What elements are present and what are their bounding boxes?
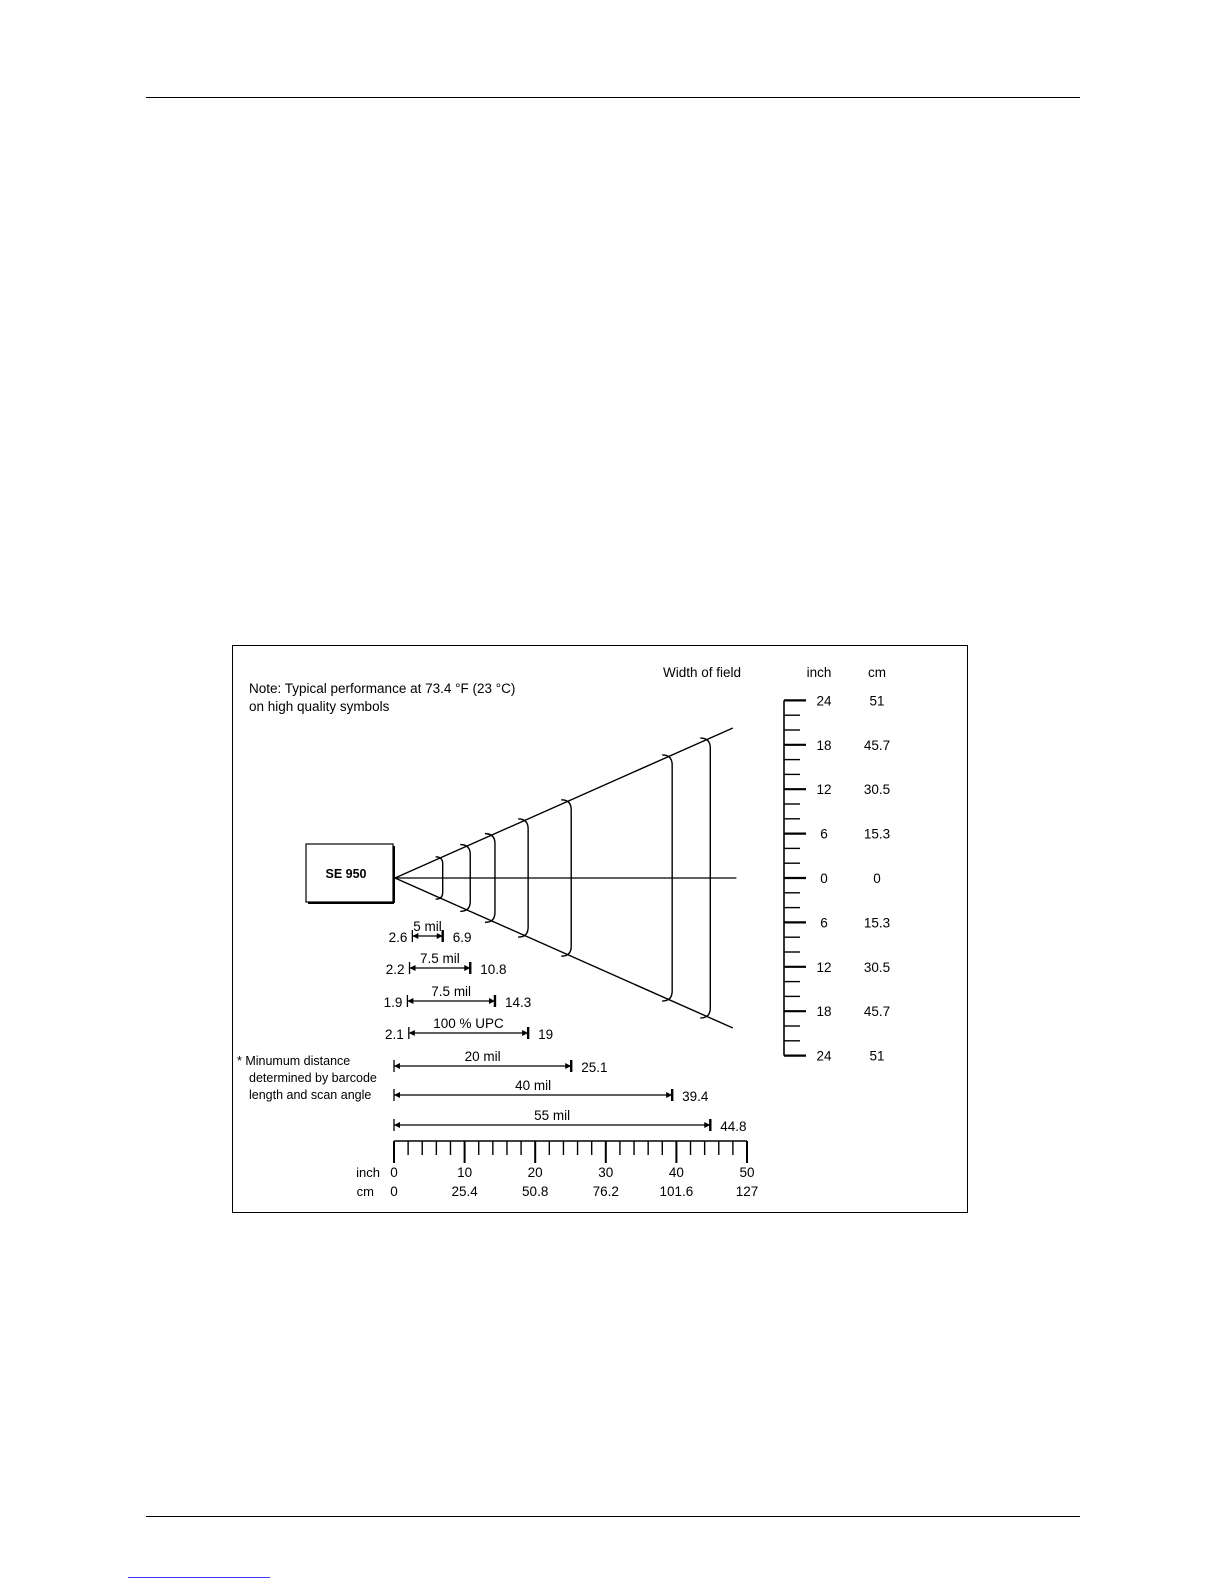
width-of-field-title: Width of field bbox=[662, 665, 742, 680]
minimum-note-line-3: length and scan angle bbox=[249, 1088, 372, 1102]
distance-unit-inch: inch bbox=[356, 1165, 380, 1180]
range-max-value-6: 39.4 bbox=[682, 1089, 709, 1104]
cone-upper-edge bbox=[395, 728, 733, 878]
distance-inch-label: 40 bbox=[668, 1165, 684, 1180]
range-label-6: 40 mil bbox=[515, 1078, 552, 1093]
range-max-value-5: 25.1 bbox=[581, 1060, 608, 1075]
range-min-value-2: 2.2 bbox=[385, 962, 405, 977]
distance-inch-label: 0 bbox=[390, 1165, 398, 1180]
range-label-7: 55 mil bbox=[534, 1108, 571, 1123]
range-max-value-1: 6.9 bbox=[452, 930, 472, 945]
note-line-1: Note: Typical performance at 73.4 °F (23 °C) bbox=[249, 681, 516, 696]
range-min-value-1: 2.6 bbox=[388, 930, 408, 945]
range-max-value-4: 19 bbox=[538, 1027, 554, 1042]
width-cm-label: 0 bbox=[873, 871, 881, 886]
width-cm-label: 30.5 bbox=[863, 959, 891, 975]
width-inch-label: 6 bbox=[820, 915, 828, 931]
width-cm-label: 45.7 bbox=[863, 737, 891, 753]
width-inch-label: 12 bbox=[816, 959, 832, 975]
scanner-label: SE 950 bbox=[325, 867, 367, 881]
range-bar-arrow-left-4 bbox=[409, 1030, 415, 1036]
distance-cm-label: 50.8 bbox=[522, 1184, 549, 1199]
distance-cm-label: 101.6 bbox=[659, 1184, 694, 1199]
range-max-value-7: 44.8 bbox=[720, 1119, 747, 1134]
range-label-1: 5 mil bbox=[413, 919, 442, 934]
distance-cm-label: 127 bbox=[735, 1184, 759, 1199]
width-inch-label: 6 bbox=[820, 826, 828, 842]
distance-unit-cm: cm bbox=[356, 1184, 374, 1199]
range-bar-arrow-left-7 bbox=[394, 1122, 400, 1128]
width-cm-label: 51 bbox=[869, 693, 885, 709]
range-label-3: 7.5 mil bbox=[431, 984, 472, 999]
width-inch-label: 0 bbox=[820, 871, 828, 886]
distance-cm-label: 25.4 bbox=[451, 1184, 478, 1199]
distance-cm-label: 0 bbox=[390, 1184, 398, 1199]
range-label-4: 100 % UPC bbox=[433, 1016, 504, 1031]
width-cm-label: 30.5 bbox=[863, 782, 891, 798]
width-unit-inch: inch bbox=[806, 665, 832, 680]
width-cm-label: 15.3 bbox=[863, 915, 891, 931]
distance-inch-label: 10 bbox=[457, 1165, 473, 1180]
width-cm-label: 45.7 bbox=[863, 1004, 891, 1020]
range-max-value-2: 10.8 bbox=[480, 962, 507, 977]
minimum-note-line-1: * Minumum distance bbox=[237, 1054, 351, 1068]
width-inch-label: 24 bbox=[816, 693, 832, 709]
range-max-value-3: 14.3 bbox=[504, 995, 532, 1010]
note-line-2: on high quality symbols bbox=[249, 699, 390, 714]
range-bar-arrow-left-2 bbox=[410, 965, 416, 971]
distance-inch-label: 30 bbox=[598, 1165, 614, 1180]
width-inch-label: 18 bbox=[816, 1004, 832, 1020]
width-inch-label: 24 bbox=[816, 1048, 832, 1064]
range-bar-arrow-left-5 bbox=[394, 1063, 400, 1069]
range-bar-arrow-left-6 bbox=[394, 1092, 400, 1098]
minimum-note-line-2: determined by barcode bbox=[249, 1071, 377, 1085]
range-label-2: 7.5 mil bbox=[420, 951, 460, 966]
width-cm-label: 15.3 bbox=[863, 826, 891, 842]
range-label-5: 20 mil bbox=[464, 1049, 501, 1064]
width-inch-label: 12 bbox=[816, 782, 832, 798]
range-bar-arrow-left-3 bbox=[407, 998, 413, 1004]
width-inch-label: 18 bbox=[816, 737, 832, 753]
width-cm-label: 51 bbox=[869, 1048, 885, 1064]
range-min-value-4: 2.1 bbox=[385, 1027, 404, 1042]
width-unit-cm: cm bbox=[868, 665, 886, 680]
range-min-value-3: 1.9 bbox=[383, 995, 403, 1010]
distance-inch-label: 20 bbox=[527, 1165, 543, 1180]
distance-cm-label: 76.2 bbox=[592, 1184, 619, 1199]
distance-inch-label: 50 bbox=[739, 1165, 755, 1180]
